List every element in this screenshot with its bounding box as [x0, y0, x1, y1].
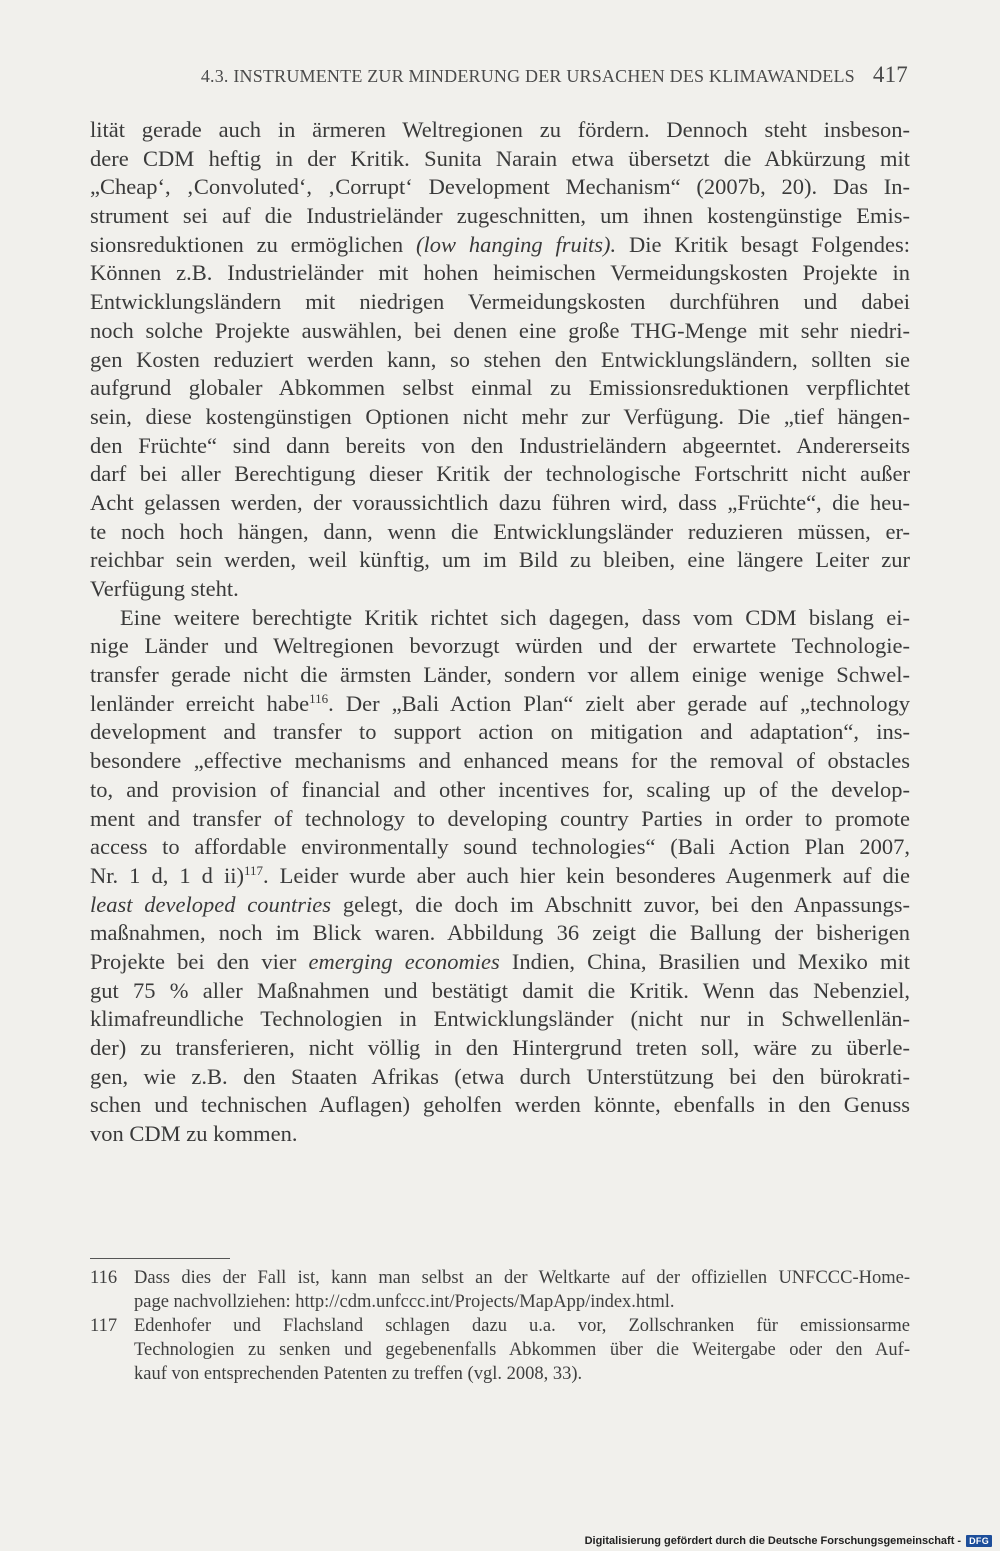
text-line: to, and provision of financial and other incentives for, scaling up of the develop- [90, 776, 910, 802]
text-line [90, 891, 910, 920]
dfg-logo: DFG [966, 1535, 992, 1547]
text-line: Können z.B. Industrieländer mit hohen heimischen Vermeidungskosten Projekte in [90, 260, 910, 286]
digitization-credit [585, 1535, 992, 1547]
italic-term: (low hanging fruits). [416, 231, 617, 257]
text-line: access to affordable environmentally sound technologies“ (Bali Action Plan 2007, [90, 834, 910, 860]
text-line: darf bei aller Berechtigung dieser Kritik der technologische Fortschritt nicht außer [90, 461, 910, 487]
footnote-line: Dass dies der Fall ist, kann man selbst an der Weltkarte auf der offiziellen UNFCCC-Home- [134, 1268, 910, 1288]
running-title: 4.3. INSTRUMENTE ZUR MINDERUNG DER URSACHEN DES KLIMAWANDELS [200, 66, 855, 86]
footnote-line: Technologien zu senken und gegebenenfalls Abkommen über die Weitergabe oder den Auf- [134, 1340, 910, 1360]
text-line: gen, wie z.B. den Staaten Afrikas (etwa durch Unterstützung bei den bürokrati- [90, 1063, 910, 1089]
text-line: Eine weitere berechtigte Kritik richtet sich dagegen, dass vom CDM bislang ei- [120, 604, 910, 630]
footnote-text [134, 1266, 910, 1314]
text-line [90, 948, 910, 977]
text-line: besondere „effective mechanisms and enhanced means for the removal of obstacles [90, 748, 910, 774]
footnote-line: Edenhofer und Flachsland schlagen dazu u.a. vor, Zollschranken für emissionsarme [134, 1316, 910, 1336]
text-line: reichbar sein werden, weil künftig, um im Bild zu bleiben, eine längere Leiter zur [90, 547, 910, 573]
text-line [90, 690, 910, 719]
footnote-ref-116[interactable]: 116 [309, 690, 329, 706]
footnote-number: 117 [90, 1316, 118, 1336]
text-line: schen und technischen Auflagen) geholfen werden könnte, ebenfalls in den Genuss [90, 1092, 910, 1118]
footnotes [90, 1266, 910, 1386]
text-line: den Früchte“ sind dann bereits von den Industrieländern abgeerntet. Andererseits [90, 432, 910, 458]
text-line: maßnahmen, noch im Blick waren. Abbildung 36 zeigt die Ballung der bisherigen [90, 920, 910, 946]
text-line: dere CDM heftig in der Kritik. Sunita Narain etwa übersetzt die Abkürzung mit [90, 145, 910, 171]
text-segment: . Der „Bali Action Plan“ zielt aber gerade auf „technology [328, 690, 910, 716]
page-number: 417 [872, 62, 908, 87]
text-line: „Cheap‘, ‚Convoluted‘, ‚Corrupt‘ Development Mechanism“ (2007b, 20). Das In- [90, 174, 910, 200]
footnote-text [134, 1314, 910, 1386]
italic-term: least developed countries [90, 891, 332, 917]
paragraph-1 [90, 116, 910, 604]
text-line: aufgrund globaler Abkommen selbst einmal zu Emissionsreduktionen verpflichtet [90, 375, 910, 401]
text-line: Verfügung steht. [90, 576, 239, 601]
text-line: nige Länder und Weltregionen bevorzugt würden und der erwartete Technologie- [90, 633, 910, 659]
text-segment: gelegt, die doch im Abschnitt zuvor, bei den Anpassungs- [331, 891, 910, 917]
text-line: te noch hoch hängen, dann, wenn die Entwicklungsländer reduzieren müssen, er- [90, 518, 910, 544]
text-line: Entwicklungsländern mit niedrigen Vermeidungskosten durchführen und dabei [90, 289, 910, 315]
text-segment: Indien, China, Brasilien und Mexiko mit [499, 948, 910, 974]
main-text [90, 116, 910, 1149]
text-line: strument sei auf die Industrieländer zugeschnitten, um ihnen kostengünstige Emis- [90, 203, 910, 229]
footnote-line: kauf von entsprechenden Patenten zu treffen (vgl. 2008, 33). [134, 1364, 583, 1384]
footnote-116 [90, 1266, 910, 1314]
footnote-ref-117[interactable]: 117 [243, 862, 263, 878]
page-header [90, 62, 908, 88]
text-line: ment and transfer of technology to developing country Parties in order to promote [90, 805, 910, 831]
text-line: von CDM zu kommen. [90, 1121, 298, 1147]
text-segment: Die Kritik besagt Folgendes: [628, 231, 910, 257]
text-segment: Nr. 1 d, 1 d ii) [90, 862, 244, 888]
paragraph-2 [90, 604, 910, 1149]
footnote-117 [90, 1314, 910, 1386]
footnote-number: 116 [90, 1268, 118, 1288]
text-line: der) zu transferieren, nicht völlig in den Hintergrund treten soll, wäre zu überle- [90, 1035, 910, 1060]
text-segment: Projekte bei den vier [90, 948, 309, 974]
text-line: development and transfer to support action on mitigation and adaptation“, ins- [90, 719, 910, 745]
text-line [90, 231, 910, 260]
footnote-divider [90, 1258, 230, 1259]
text-line: lität gerade auch in ärmeren Weltregionen zu fördern. Dennoch steht insbeson- [90, 117, 910, 142]
italic-term: emerging economies [308, 948, 500, 974]
text-segment: . Leider wurde aber auch hier kein besonderes Augenmerk auf die [262, 862, 910, 888]
text-line: Acht gelassen werden, der voraussichtlich dazu führen wird, dass „Früchte“, die heu- [90, 489, 910, 515]
text-line: gen Kosten reduziert werden kann, so stehen den Entwicklungsländern, sollten sie [90, 346, 910, 372]
text-line: klimafreundliche Technologien in Entwicklungsländer (nicht nur in Schwellenlän- [90, 1006, 910, 1032]
text-line: sein, diese kostengünstigen Optionen nicht mehr zur Verfügung. Die „tief hängen- [90, 403, 910, 429]
text-line [90, 862, 910, 891]
text-segment: lenländer erreicht habe [90, 690, 310, 716]
text-segment: sionsreduktionen zu ermöglichen [90, 231, 404, 257]
text-line: gut 75 % aller Maßnahmen und bestätigt damit die Kritik. Wenn das Nebenziel, [90, 977, 910, 1003]
footnote-line: page nachvollziehen: http://cdm.unfccc.int/Projects/MapApp/index.html. [134, 1292, 675, 1312]
text-line: transfer gerade nicht die ärmsten Länder, sondern vor allem einige wenige Schwel- [90, 662, 910, 688]
credit-text: Digitalisierung gefördert durch die Deutsche Forschungsgemeinschaft - [584, 1535, 962, 1547]
text-line: noch solche Projekte auswählen, bei denen eine große THG-Menge mit sehr niedri- [90, 317, 910, 343]
